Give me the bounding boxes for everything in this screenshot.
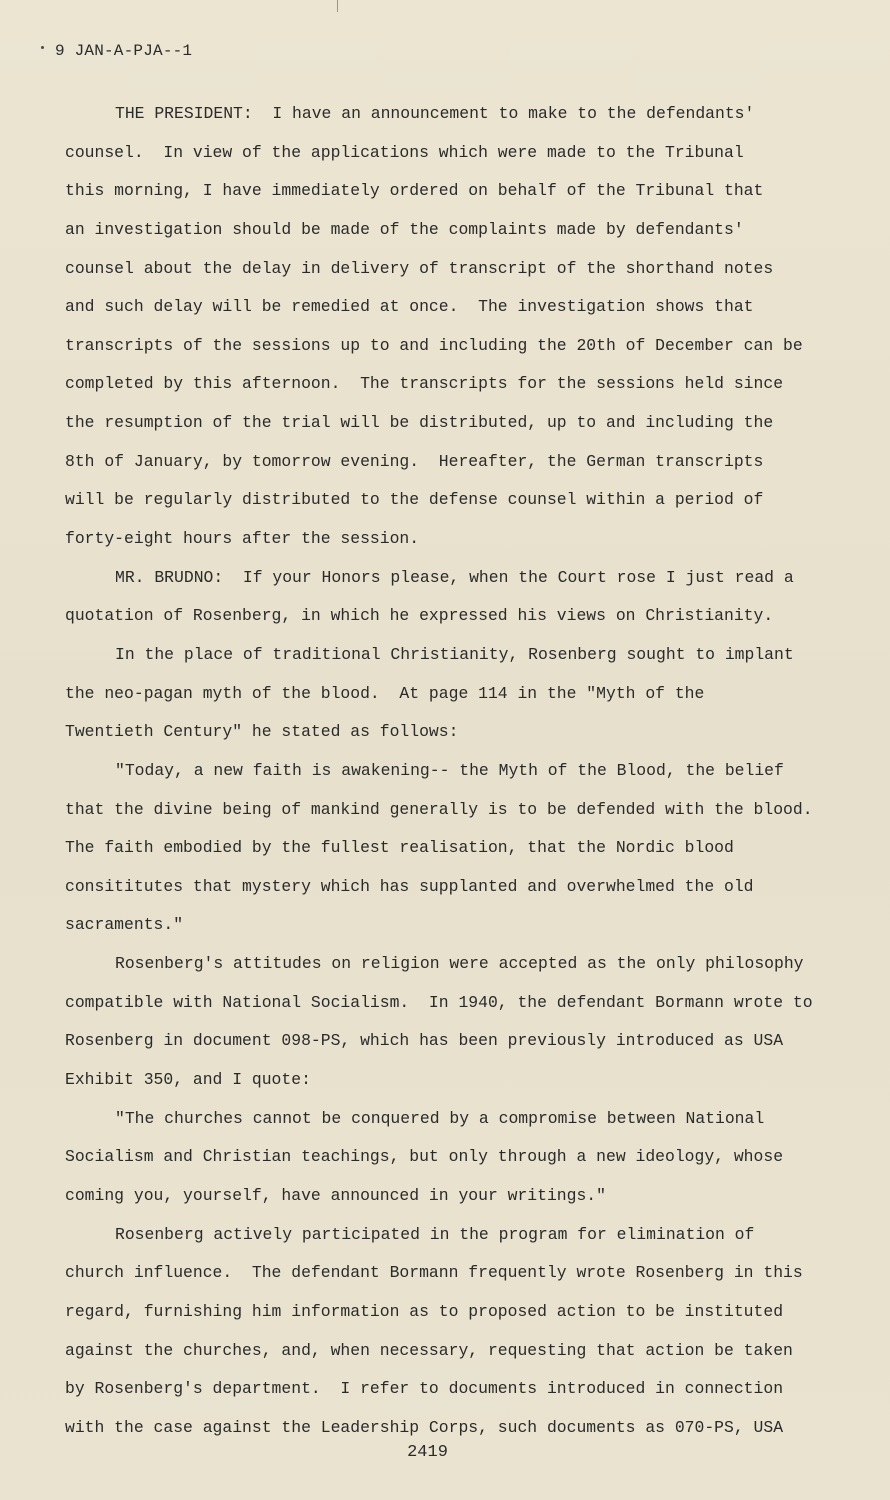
transcript-body — [65, 95, 825, 1447]
text-line: sacraments." — [65, 915, 184, 935]
text-line: In the place of traditional Christianity, Rosenberg sought to implant — [115, 644, 794, 664]
text-line: Rosenberg actively participated in the program for elimination of — [115, 1224, 755, 1244]
paper-edge-mark — [337, 0, 338, 12]
text-line: the neo-pagan myth of the blood. At page 114 in the "Myth of the — [65, 683, 705, 703]
text-line: and such delay will be remedied at once. The investigation shows that — [65, 297, 754, 317]
text-line: Rosenberg in document 098-PS, which has been previously introduced as USA — [65, 1031, 784, 1051]
text-line: against the churches, and, when necessary, requesting that action be taken — [65, 1340, 793, 1360]
margin-dot — [41, 46, 44, 49]
text-line: THE PRESIDENT: I have an announcement to make to the defendants' — [115, 104, 755, 123]
text-line: compatible with National Socialism. In 1940, the defendant Bormann wrote to — [65, 992, 813, 1012]
text-line: church influence. The defendant Bormann frequently wrote Rosenberg in this — [65, 1263, 803, 1283]
text-line: will be regularly distributed to the defense counsel within a period of — [65, 490, 764, 510]
text-line: "Today, a new faith is awakening-- the Myth of the Blood, the belief — [115, 760, 784, 780]
text-line: counsel about the delay in delivery of transcript of the shorthand notes — [65, 258, 774, 278]
text-line: quotation of Rosenberg, in which he expressed his views on Christianity. — [65, 606, 774, 626]
text-line: by Rosenberg's department. I refer to documents introduced in connection — [65, 1379, 784, 1399]
text-line: Exhibit 350, and I quote: — [65, 1070, 311, 1090]
page-identifier: 9 JAN-A-PJA--1 — [55, 42, 193, 60]
text-line: that the divine being of mankind generally is to be defended with the blood. — [65, 799, 813, 819]
text-line: counsel. In view of the applications which were made to the Tribunal — [65, 142, 744, 162]
page-number: 2419 — [407, 1443, 448, 1462]
text-line: completed by this afternoon. The transcripts for the sessions held since — [65, 374, 784, 394]
text-line: an investigation should be made of the complaints made by defendants' — [65, 219, 744, 239]
text-line: Socialism and Christian teachings, but only through a new ideology, whose — [65, 1147, 784, 1167]
text-line: "The churches cannot be conquered by a compromise between National — [115, 1108, 765, 1128]
text-line: Rosenberg's attitudes on religion were accepted as the only philosophy — [115, 954, 804, 974]
text-line: forty-eight hours after the session. — [65, 529, 420, 549]
text-line: Twentieth Century" he stated as follows: — [65, 722, 459, 742]
text-line: this morning, I have immediately ordered on behalf of the Tribunal that — [65, 181, 764, 201]
text-line: The faith embodied by the fullest realisation, that the Nordic blood — [65, 838, 734, 858]
text-line: regard, furnishing him information as to proposed action to be instituted — [65, 1301, 784, 1321]
text-line: transcripts of the sessions up to and including the 20th of December can be — [65, 335, 803, 355]
text-line: MR. BRUDNO: If your Honors please, when the Court rose I just read a — [115, 567, 794, 587]
text-line: the resumption of the trial will be distributed, up to and including the — [65, 413, 774, 433]
text-line: with the case against the Leadership Corps, such documents as 070-PS, USA — [65, 1417, 784, 1437]
text-line: 8th of January, by tomorrow evening. Hereafter, the German transcripts — [65, 451, 764, 471]
text-line: coming you, yourself, have announced in your writings." — [65, 1185, 606, 1205]
text-line: consititutes that mystery which has supplanted and overwhelmed the old — [65, 876, 754, 896]
